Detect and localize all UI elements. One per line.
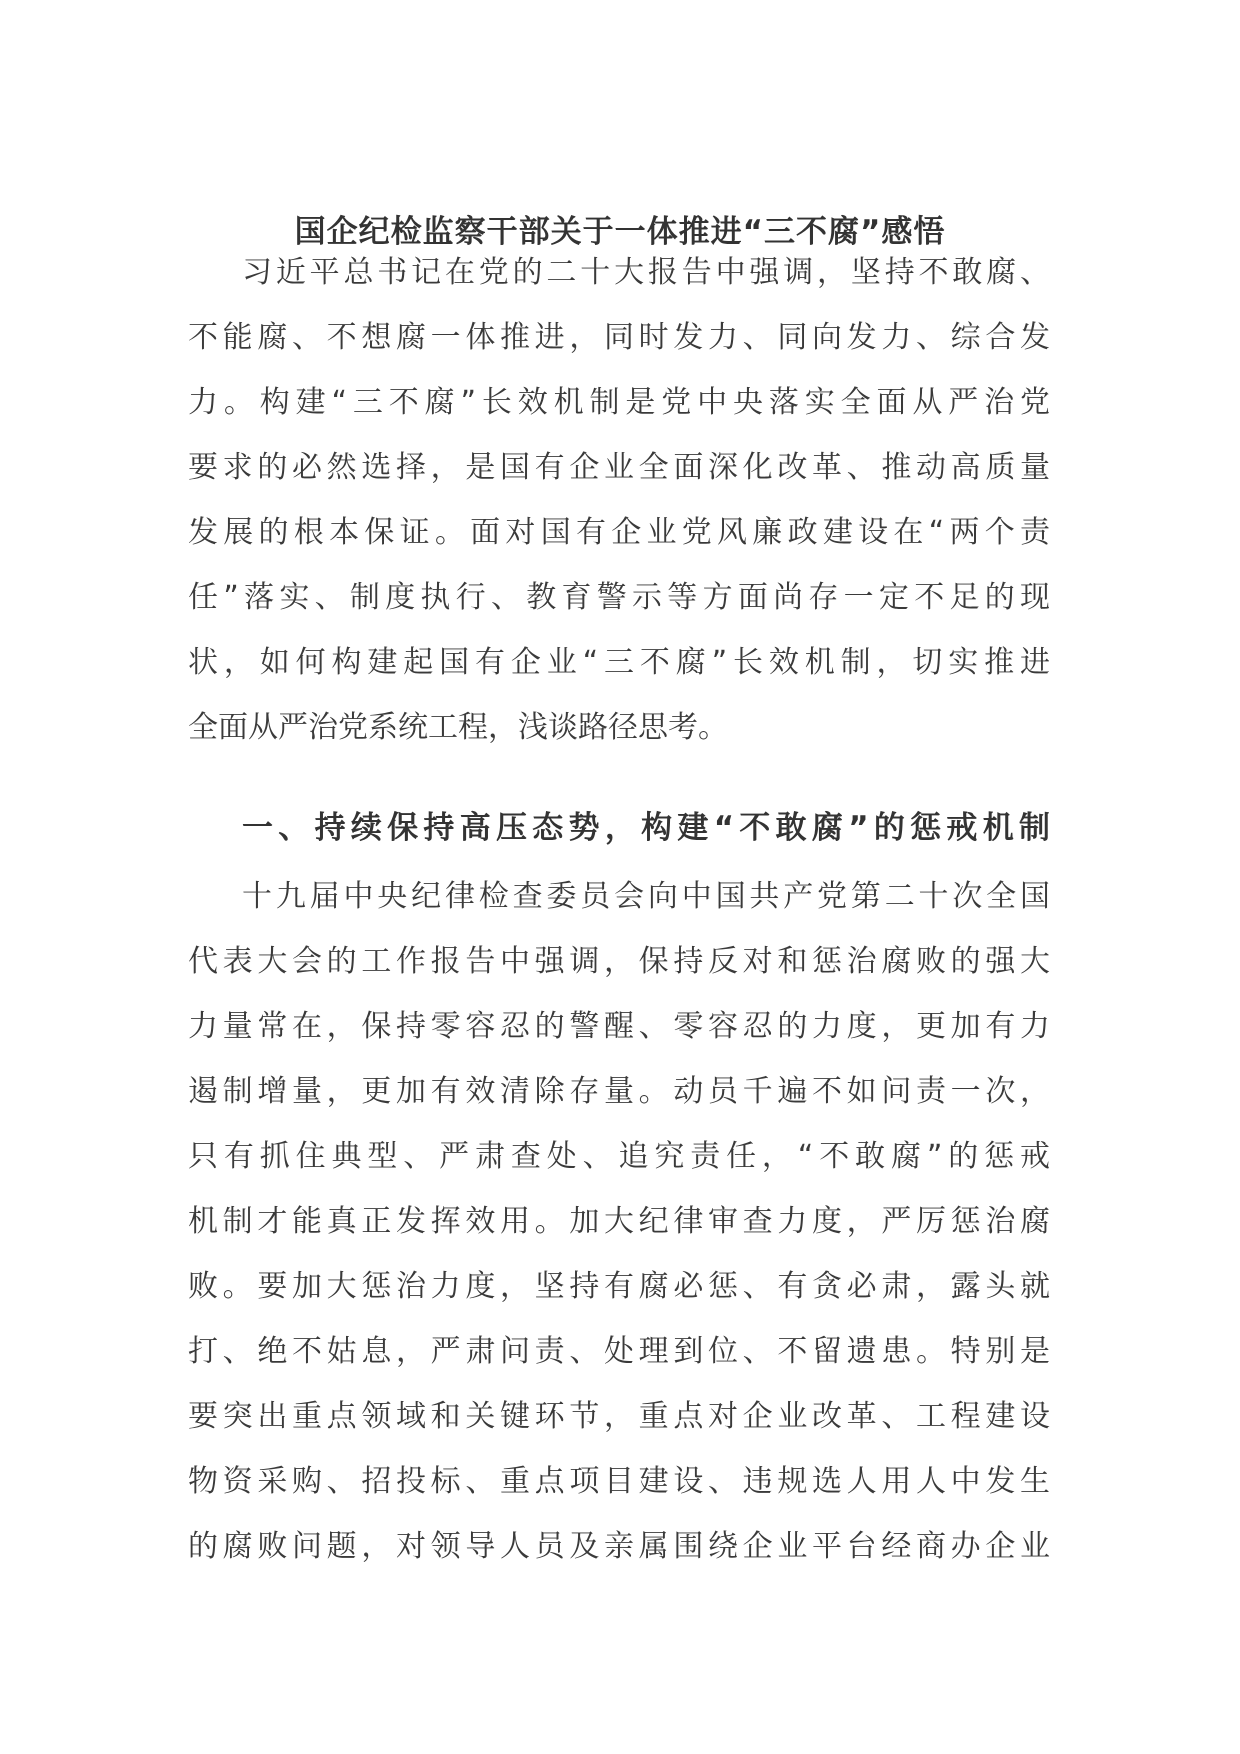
paragraph-line: 十九届中央纪律检查委员会向中国共产党第二十次全国 xyxy=(242,879,1050,914)
paragraph-line: 要突出重点领域和关键环节，重点对企业改革、工程建设 xyxy=(188,1399,1050,1434)
paragraph-line: 物资采购、招投标、重点项目建设、违规选人用人中发生 xyxy=(188,1464,1050,1499)
paragraph-line: 习近平总书记在党的二十大报告中强调，坚持不敢腐、 xyxy=(242,255,1050,290)
paragraph-line: 发展的根本保证。面对国有企业党风廉政建设在“两个责 xyxy=(188,515,1050,550)
document-title: 国企纪检监察干部关于一体推进“三不腐”感悟 xyxy=(294,214,946,250)
paragraph-line: 不能腐、不想腐一体推进，同时发力、同向发力、综合发 xyxy=(188,320,1050,355)
paragraph-line: 要求的必然选择，是国有企业全面深化改革、推动高质量 xyxy=(188,450,1050,485)
paragraph-line: 全面从严治党系统工程，浅谈路径思考。 xyxy=(188,710,728,745)
paragraph-line: 只有抓住典型、严肃查处、追究责任，“不敢腐”的惩戒 xyxy=(188,1139,1050,1174)
paragraph-line: 代表大会的工作报告中强调，保持反对和惩治腐败的强大 xyxy=(188,944,1050,979)
paragraph-line: 打、绝不姑息，严肃问责、处理到位、不留遗患。特别是 xyxy=(188,1334,1050,1369)
paragraph-line: 任”落实、制度执行、教育警示等方面尚存一定不足的现 xyxy=(188,580,1050,615)
paragraph-line: 力。构建“三不腐”长效机制是党中央落实全面从严治党 xyxy=(188,385,1050,420)
paragraph-line: 遏制增量，更加有效清除存量。动员千遍不如问责一次， xyxy=(188,1074,1050,1109)
paragraph-line: 败。要加大惩治力度，坚持有腐必惩、有贪必肃，露头就 xyxy=(188,1269,1050,1304)
paragraph-line: 状，如何构建起国有企业“三不腐”长效机制，切实推进 xyxy=(188,645,1050,680)
paragraph-line: 力量常在，保持零容忍的警醒、零容忍的力度，更加有力 xyxy=(188,1009,1050,1044)
paragraph-line: 的腐败问题，对领导人员及亲属围绕企业平台经商办企业 xyxy=(188,1529,1050,1564)
paragraph-line: 机制才能真正发挥效用。加大纪律审查力度，严厉惩治腐 xyxy=(188,1204,1050,1239)
section-heading: 一、持续保持高压态势，构建“不敢腐”的惩戒机制 xyxy=(242,810,1050,846)
